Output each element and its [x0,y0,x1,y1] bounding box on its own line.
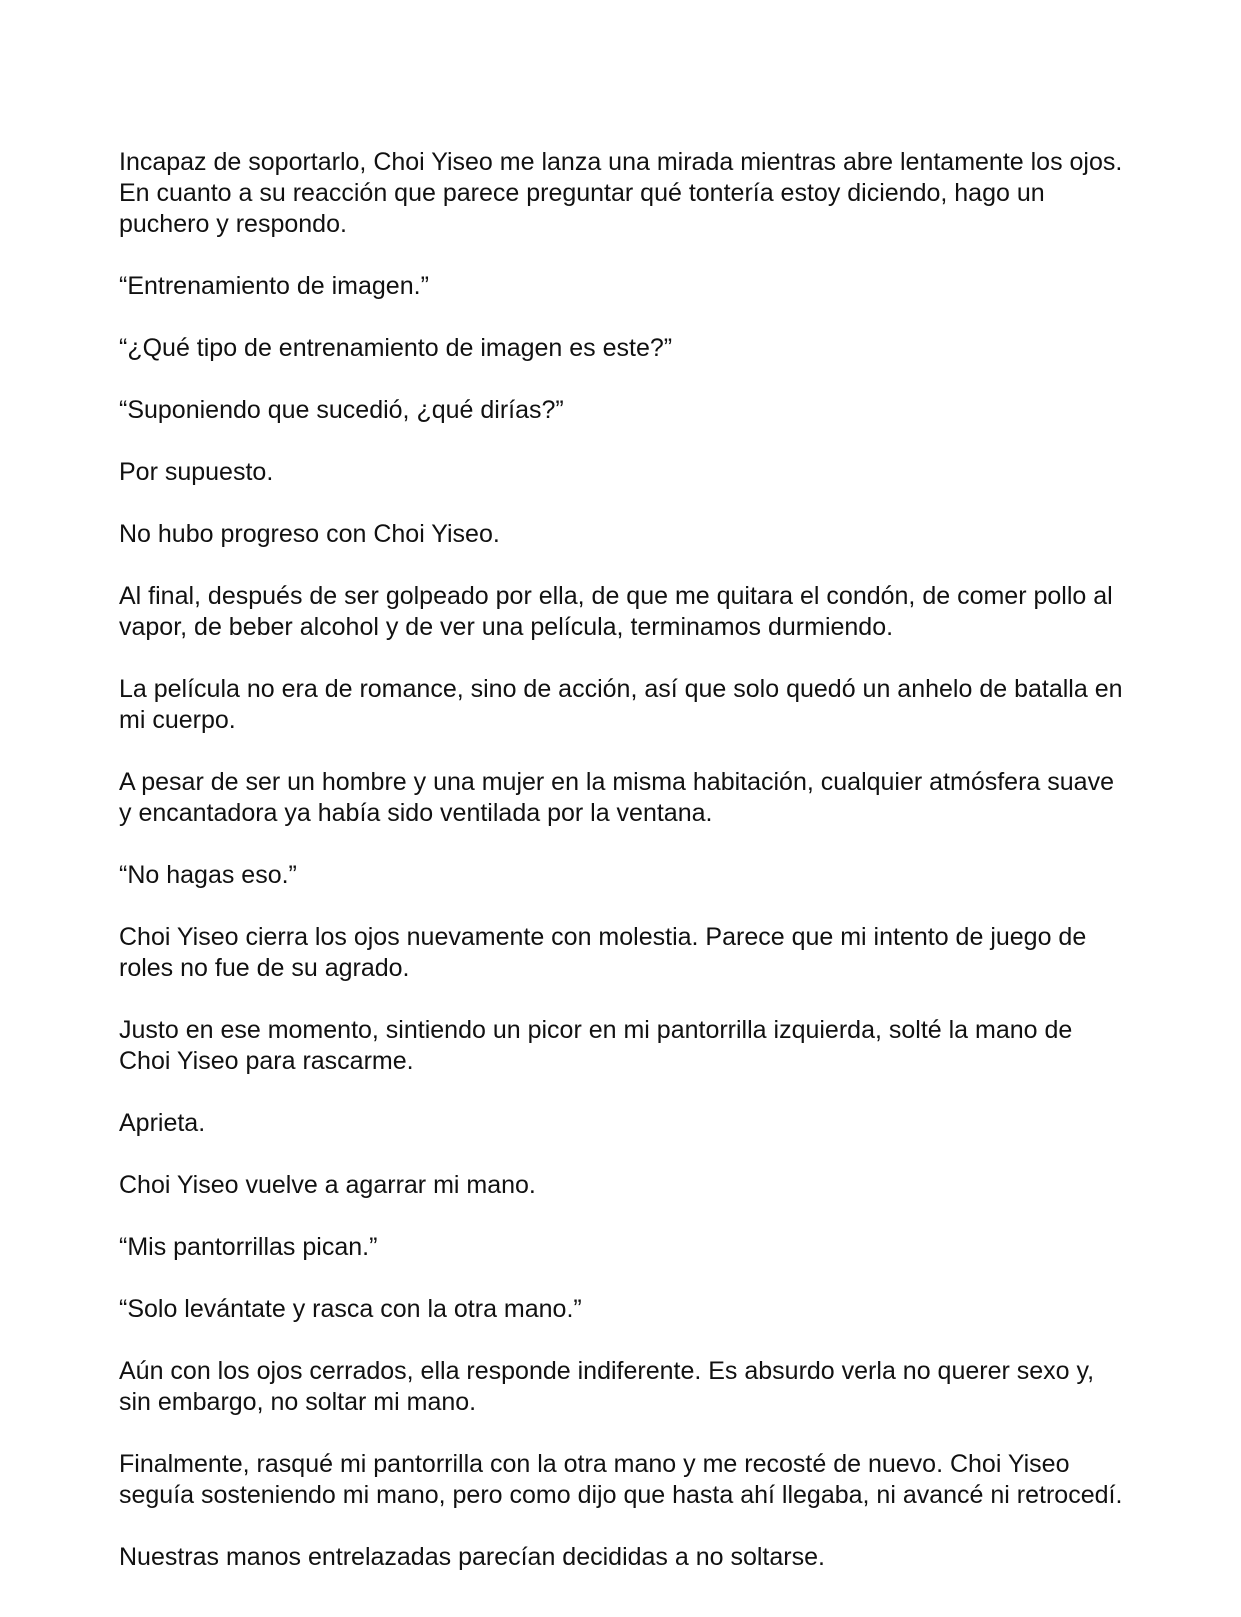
document-body [119,147,1129,1573]
paragraph: “Mis pantorrillas pican.” [119,1233,378,1261]
paragraph: Choi Yiseo cierra los ojos nuevamente con molestia. Parece que mi intento de juego de roles no fue de su agrado. [119,923,1087,982]
paragraph: Justo en ese momento, sintiendo un picor en mi pantorrilla izquierda, solté la mano de Choi Yiseo para rascarme. [119,1016,1073,1075]
paragraph: “No hagas eso.” [119,861,297,889]
paragraph: Por supuesto. [119,458,274,486]
paragraph: “Suponiendo que sucedió, ¿qué dirías?” [119,396,564,424]
paragraph: “Solo levántate y rasca con la otra mano.” [119,1295,582,1323]
paragraph: Choi Yiseo vuelve a agarrar mi mano. [119,1171,536,1199]
paragraph: Aún con los ojos cerrados, ella responde indiferente. Es absurdo verla no querer sexo y, sin embargo, no soltar mi mano. [119,1357,1095,1416]
paragraph: Al final, después de ser golpeado por ella, de que me quitara el condón, de comer pollo al vapor, de beber alcohol y de ver una película, terminamos durmiendo. [119,582,1113,641]
paragraph: Finalmente, rasqué mi pantorrilla con la otra mano y me recosté de nuevo. Choi Yiseo seguía sosteniendo mi mano, pero como dijo que hasta ahí llegaba, ni avancé ni retrocedí. [119,1450,1123,1509]
paragraph: No hubo progreso con Choi Yiseo. [119,520,500,548]
paragraph: Aprieta. [119,1109,206,1137]
paragraph: Nuestras manos entrelazadas parecían decididas a no soltarse. [119,1543,825,1571]
paragraph: Incapaz de soportarlo, Choi Yiseo me lanza una mirada mientras abre lentamente los ojos. En cuanto a su reacción que parece preguntar qué tontería estoy diciendo, hago un puchero y respondo. [119,148,1123,238]
paragraph: A pesar de ser un hombre y una mujer en la misma habitación, cualquier atmósfera suave y encantadora ya había sido ventilada por la ventana. [119,768,1114,827]
paragraph: “¿Qué tipo de entrenamiento de imagen es este?” [119,334,673,362]
paragraph: La película no era de romance, sino de acción, así que solo quedó un anhelo de batalla en mi cuerpo. [119,675,1123,734]
paragraph: “Entrenamiento de imagen.” [119,272,429,300]
